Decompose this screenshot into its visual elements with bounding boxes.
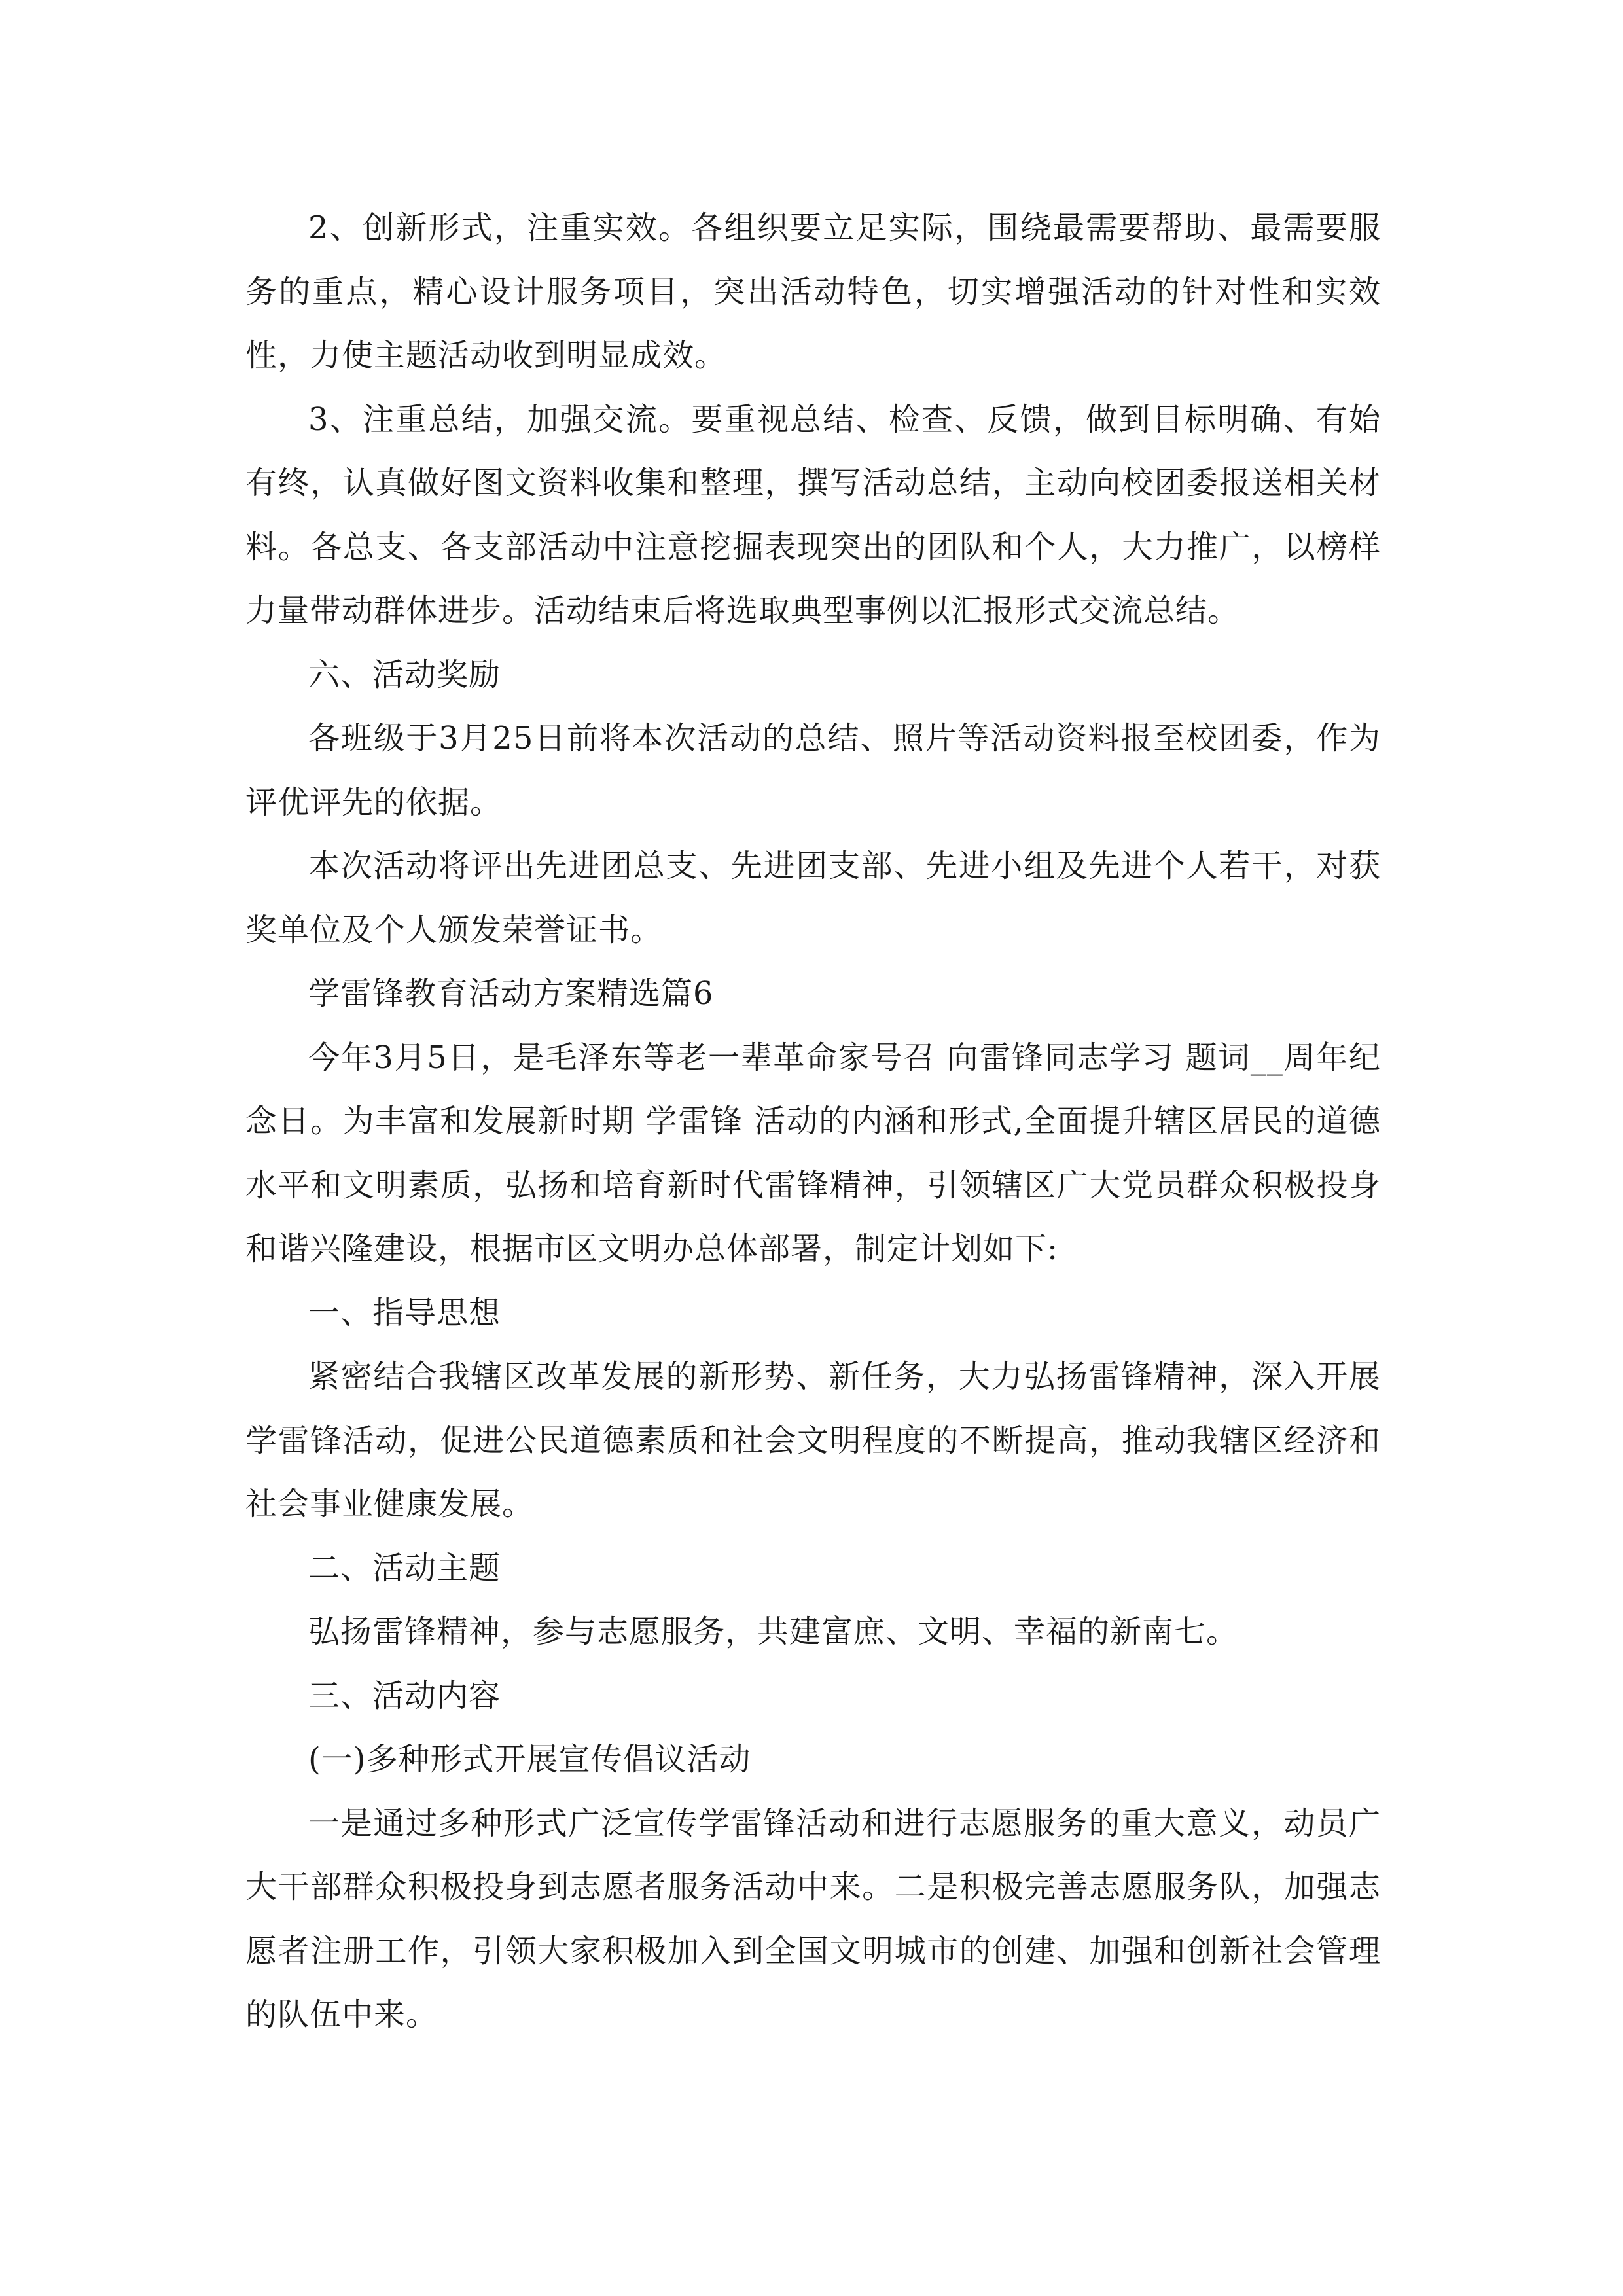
paragraph-awards: 本次活动将评出先进团总支、先进团支部、先进小组及先进个人若干，对获奖单位及个人颁发荣誉证书。 bbox=[245, 848, 1381, 948]
paragraph-summary-exchange: 3、注重总结，加强交流。要重视总结、检查、反馈，做到目标明确、有始有终，认真做好图文资料收集和整理，撰写活动总结，主动向校团委报送相关材料。各总支、各支部活动中注意挖掘表现突出的团队和个人，大力推广，以榜样力量带动群体进步。活动结束后将选取典型事例以汇报形式交流总结。 bbox=[245, 401, 1381, 629]
paragraph-publicity: 一是通过多种形式广泛宣传学雷锋活动和进行志愿服务的重大意义，动员广大干部群众积极投身到志愿者服务活动中来。二是积极完善志愿服务队，加强志愿者注册工作，引领大家积极加入到全国文明城市的创建、加强和创新社会管理的队伍中来。 bbox=[245, 1804, 1381, 2033]
section-heading-content: 三、活动内容 bbox=[308, 1677, 501, 1714]
article-title-part-6: 学雷锋教育活动方案精选篇6 bbox=[308, 975, 714, 1012]
section-heading-guiding-ideology: 一、指导思想 bbox=[308, 1294, 501, 1331]
document-body bbox=[245, 196, 1381, 2047]
paragraph-introduction: 今年3月5日，是毛泽东等老一辈革命家号召 向雷锋同志学习 题词__周年纪念日。为丰富和发展新时期 学雷锋 活动的内涵和形式,全面提升辖区居民的道德水平和文明素质，弘扬和培育新时代雷锋精神，引领辖区广大党员群众积极投身和谐兴隆建设，根据市区文明办总体部署，制定计划如下: bbox=[245, 1039, 1381, 1267]
paragraph-theme: 弘扬雷锋精神，参与志愿服务，共建富庶、文明、幸福的新南七。 bbox=[308, 1613, 1239, 1650]
paragraph-guiding-ideology: 紧密结合我辖区改革发展的新形势、新任务，大力弘扬雷锋精神，深入开展学雷锋活动，促进公民道德素质和社会文明程度的不断提高，推动我辖区经济和社会事业健康发展。 bbox=[245, 1358, 1381, 1522]
section-heading-theme: 二、活动主题 bbox=[308, 1549, 501, 1587]
section-heading-rewards: 六、活动奖励 bbox=[308, 656, 501, 693]
paragraph-submission-deadline: 各班级于3月25日前将本次活动的总结、照片等活动资料报至校团委，作为评优评先的依据。 bbox=[245, 720, 1381, 821]
paragraph-innovation: 2、创新形式，注重实效。各组织要立足实际，围绕最需要帮助、最需要服务的重点，精心设计服务项目，突出活动特色，切实增强活动的针对性和实效性，力使主题活动收到明显成效。 bbox=[245, 209, 1381, 374]
subsection-heading-publicity: (一)多种形式开展宣传倡议活动 bbox=[308, 1741, 751, 1778]
